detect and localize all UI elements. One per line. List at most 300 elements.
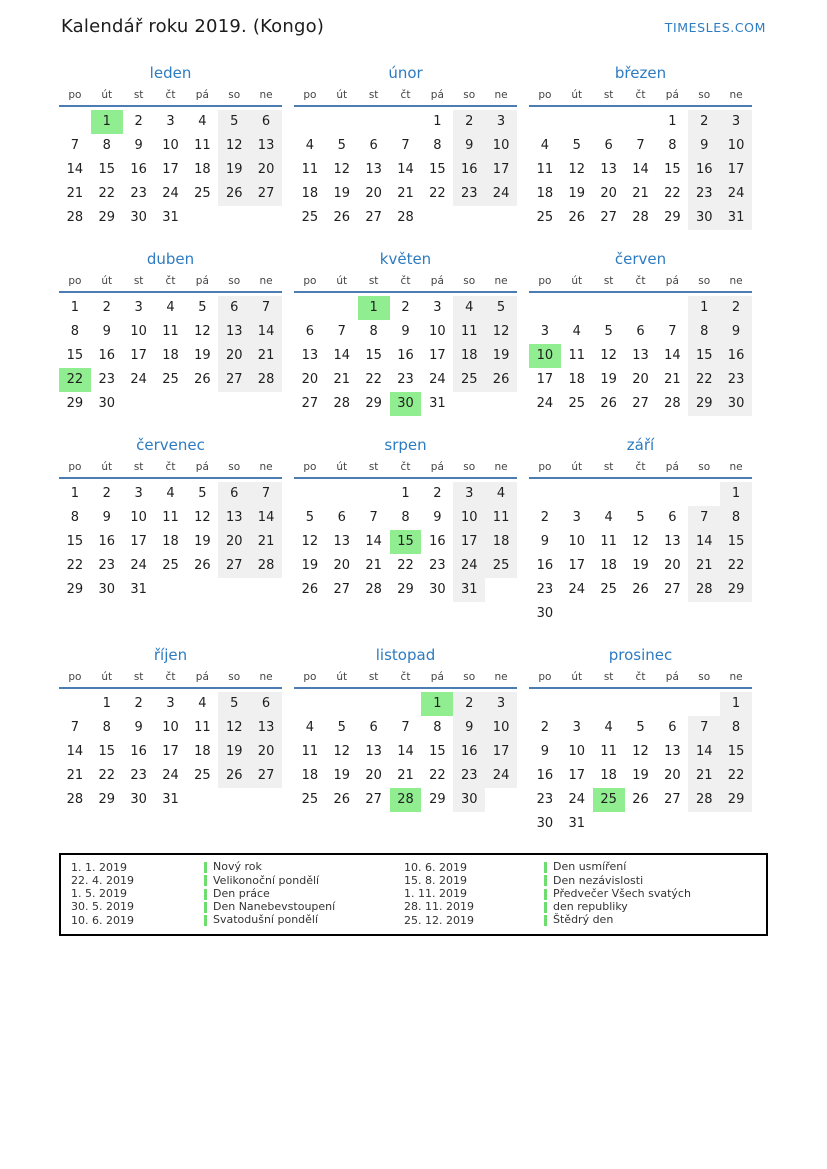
day-cell: 14 <box>688 740 720 764</box>
week-row <box>59 320 282 344</box>
day-cell: 3 <box>720 110 752 134</box>
day-cell: 20 <box>333 558 351 573</box>
day-cell: 12 <box>333 162 351 177</box>
day-cell: 16 <box>536 558 554 573</box>
day-cell: 27 <box>250 182 282 206</box>
weekday-label: st <box>603 89 614 101</box>
day-cell: 30 <box>98 396 116 411</box>
empty-day-cell <box>358 482 390 506</box>
day-cell: 8 <box>369 324 378 339</box>
weekday-label: po <box>303 671 317 683</box>
weekday-label: pá <box>665 89 679 101</box>
day-cell: 27 <box>218 554 250 578</box>
day-cell: 12 <box>194 510 211 525</box>
day-cell: 12 <box>333 744 351 759</box>
legend-holiday-name: den republiky <box>553 900 628 914</box>
day-cell: 8 <box>102 720 111 735</box>
day-cell: 27 <box>333 582 351 597</box>
day-cell: 20 <box>301 372 319 387</box>
empty-day-cell <box>326 296 358 320</box>
day-cell: 20 <box>218 344 250 368</box>
day-cell: 20 <box>218 530 250 554</box>
day-cell: 23 <box>688 182 720 206</box>
weekday-label: so <box>228 275 241 287</box>
day-cell: 25 <box>600 582 617 597</box>
weekday-label: út <box>336 671 348 683</box>
day-cell: 7 <box>250 482 282 506</box>
day-cell: 11 <box>162 324 179 339</box>
day-cell: 18 <box>600 768 617 783</box>
legend-date: 25. 12. 2019 <box>404 913 474 927</box>
weekday-label: pá <box>195 461 209 473</box>
day-cell: 18 <box>568 372 586 387</box>
day-cell: 21 <box>688 764 720 788</box>
day-cell: 21 <box>397 186 414 201</box>
day-cell: 11 <box>162 510 179 525</box>
legend-date: 30. 5. 2019 <box>71 900 134 914</box>
week-row <box>529 158 752 182</box>
empty-day-cell <box>561 482 593 506</box>
day-cell: 19 <box>600 372 617 387</box>
day-cell: 27 <box>632 396 649 411</box>
day-cell: 22 <box>720 554 752 578</box>
day-cell: 5 <box>305 510 315 525</box>
day-cell: 19 <box>194 534 211 549</box>
day-cell: 19 <box>485 344 517 368</box>
day-cell: 30 <box>130 792 147 807</box>
month-weeks <box>294 296 517 416</box>
weekday-label: pá <box>430 275 444 287</box>
day-cell: 26 <box>218 764 250 788</box>
holiday-marker-icon <box>204 902 207 913</box>
holiday-marker-icon <box>204 862 207 873</box>
day-cell: 17 <box>720 158 752 182</box>
day-cell: 7 <box>369 510 378 525</box>
empty-day-cell <box>218 578 250 602</box>
weekday-label: st <box>603 671 614 683</box>
empty-day-cell <box>656 296 688 320</box>
legend-holiday-name: Velikonoční pondělí <box>213 873 320 887</box>
week-row <box>529 788 752 812</box>
day-cell: 19 <box>194 348 211 363</box>
day-cell: 28 <box>664 396 681 411</box>
empty-day-cell <box>688 482 720 506</box>
holiday-marker-icon <box>204 915 207 926</box>
week-row <box>529 764 752 788</box>
empty-day-cell <box>218 788 250 812</box>
day-cell: 30 <box>688 206 720 230</box>
weekday-label: st <box>133 671 144 683</box>
legend-holiday <box>204 861 404 874</box>
legend-holiday <box>544 901 758 914</box>
weekday-label: čt <box>400 671 411 683</box>
month-weeks <box>59 296 282 416</box>
empty-day-cell <box>155 392 187 416</box>
day-cell: 17 <box>485 740 517 764</box>
weekday-label: po <box>538 89 552 101</box>
month-leden <box>59 63 282 230</box>
day-cell: 22 <box>429 186 446 201</box>
day-cell: 1 <box>433 114 442 129</box>
weekday-label: út <box>571 89 583 101</box>
empty-day-cell <box>625 602 657 626</box>
month-title: červen <box>614 250 667 268</box>
weekday-row <box>294 670 517 689</box>
month-červen <box>529 249 752 416</box>
month-duben <box>59 249 282 416</box>
day-cell: 29 <box>688 392 720 416</box>
weekday-label: čt <box>165 275 176 287</box>
day-cell: 3 <box>572 720 581 735</box>
week-row <box>294 182 517 206</box>
day-cell: 11 <box>536 162 554 177</box>
day-cell: 11 <box>301 744 319 759</box>
day-cell: 5 <box>218 110 250 134</box>
day-cell: 14 <box>397 162 414 177</box>
day-cell: 6 <box>250 110 282 134</box>
month-weeks <box>529 296 752 416</box>
day-cell: 9 <box>134 720 143 735</box>
holiday-day-cell: 15 <box>390 530 422 554</box>
day-cell: 13 <box>250 716 282 740</box>
day-cell: 5 <box>337 138 346 153</box>
empty-day-cell <box>250 206 282 230</box>
day-cell: 3 <box>134 486 143 501</box>
week-row <box>59 392 282 416</box>
week-row <box>529 716 752 740</box>
day-cell: 2 <box>453 110 485 134</box>
week-row <box>59 506 282 530</box>
week-row <box>529 692 752 716</box>
day-cell: 28 <box>397 210 414 225</box>
weekday-row <box>294 274 517 293</box>
day-cell: 24 <box>429 372 446 387</box>
empty-day-cell <box>593 482 625 506</box>
day-cell: 8 <box>433 720 442 735</box>
day-cell: 6 <box>369 138 378 153</box>
weekday-label: čt <box>635 275 646 287</box>
day-cell: 12 <box>218 716 250 740</box>
weekday-label: st <box>368 671 379 683</box>
empty-day-cell <box>218 206 250 230</box>
day-cell: 24 <box>485 182 517 206</box>
day-cell: 11 <box>600 534 617 549</box>
weekday-row <box>529 88 752 107</box>
day-cell: 17 <box>162 162 179 177</box>
legend-holiday-name: Předvečer Všech svatých <box>553 886 691 900</box>
week-row <box>529 530 752 554</box>
weekday-label: ne <box>729 461 743 473</box>
empty-day-cell <box>485 392 517 416</box>
day-cell: 6 <box>636 324 645 339</box>
day-cell: 19 <box>301 558 319 573</box>
weekday-label: pá <box>430 461 444 473</box>
day-cell: 16 <box>453 740 485 764</box>
day-cell: 4 <box>166 486 175 501</box>
day-cell: 18 <box>162 348 179 363</box>
day-cell: 22 <box>365 372 382 387</box>
day-cell: 19 <box>218 158 250 182</box>
empty-day-cell <box>186 392 218 416</box>
day-cell: 4 <box>572 324 581 339</box>
weekday-label: ne <box>494 275 508 287</box>
day-cell: 11 <box>600 744 617 759</box>
holiday-marker-icon <box>204 875 207 886</box>
legend-holiday-name: Nový rok <box>213 860 262 874</box>
day-cell: 11 <box>568 348 586 363</box>
day-cell: 18 <box>600 558 617 573</box>
legend-holiday-name: Den usmíření <box>553 860 627 874</box>
day-cell: 16 <box>453 158 485 182</box>
empty-day-cell <box>326 482 358 506</box>
empty-day-cell <box>625 482 657 506</box>
day-cell: 15 <box>429 162 446 177</box>
day-cell: 21 <box>397 768 414 783</box>
day-cell: 7 <box>70 138 80 153</box>
day-cell: 26 <box>600 396 617 411</box>
day-cell: 14 <box>688 530 720 554</box>
day-cell: 10 <box>453 506 485 530</box>
day-cell: 12 <box>218 134 250 158</box>
week-row <box>294 554 517 578</box>
empty-day-cell <box>390 692 422 716</box>
day-cell: 25 <box>194 186 211 201</box>
day-cell: 6 <box>668 510 677 525</box>
week-row <box>59 110 282 134</box>
day-cell: 16 <box>130 162 147 177</box>
month-weeks <box>529 110 752 230</box>
day-cell: 30 <box>536 816 554 831</box>
day-cell: 28 <box>66 210 84 225</box>
weekday-label: so <box>463 275 476 287</box>
day-cell: 13 <box>301 348 319 363</box>
day-cell: 7 <box>70 720 80 735</box>
empty-day-cell <box>250 392 282 416</box>
day-cell: 10 <box>720 134 752 158</box>
weekday-label: po <box>538 671 552 683</box>
weekday-label: út <box>336 89 348 101</box>
weekday-label: út <box>101 89 113 101</box>
week-row <box>59 296 282 320</box>
empty-day-cell <box>294 296 326 320</box>
empty-day-cell <box>529 110 561 134</box>
week-row <box>294 344 517 368</box>
day-cell: 4 <box>166 300 175 315</box>
holiday-day-cell: 28 <box>390 788 422 812</box>
day-cell: 18 <box>301 186 319 201</box>
day-cell: 13 <box>664 744 681 759</box>
day-cell: 29 <box>397 582 414 597</box>
day-cell: 5 <box>218 692 250 716</box>
week-row <box>529 602 752 626</box>
day-cell: 26 <box>632 582 649 597</box>
day-cell: 28 <box>365 582 382 597</box>
legend-box <box>59 853 768 936</box>
month-weeks <box>529 482 752 626</box>
weekday-label: so <box>698 671 711 683</box>
page-header <box>59 16 768 37</box>
month-srpen <box>294 435 517 602</box>
weekday-label: po <box>303 275 317 287</box>
empty-day-cell <box>688 602 720 626</box>
day-cell: 25 <box>162 558 179 573</box>
day-cell: 10 <box>130 324 147 339</box>
day-cell: 24 <box>162 768 179 783</box>
empty-day-cell <box>593 296 625 320</box>
day-cell: 23 <box>453 764 485 788</box>
page-title: Kalendář roku 2019. (Kongo) <box>61 16 325 37</box>
day-cell: 14 <box>365 534 382 549</box>
weekday-label: pá <box>195 671 209 683</box>
empty-day-cell <box>218 392 250 416</box>
weekday-label: po <box>303 89 317 101</box>
day-cell: 31 <box>568 816 586 831</box>
day-cell: 16 <box>98 348 116 363</box>
day-cell: 1 <box>70 300 80 315</box>
day-cell: 21 <box>333 372 351 387</box>
month-prosinec <box>529 645 752 836</box>
week-row <box>294 530 517 554</box>
day-cell: 1 <box>720 692 752 716</box>
week-row <box>294 392 517 416</box>
day-cell: 17 <box>162 744 179 759</box>
day-cell: 31 <box>429 396 446 411</box>
month-weeks <box>529 692 752 836</box>
week-row <box>529 578 752 602</box>
day-cell: 25 <box>301 210 319 225</box>
month-weeks <box>59 482 282 602</box>
day-cell: 26 <box>194 558 211 573</box>
day-cell: 5 <box>636 510 645 525</box>
day-cell: 17 <box>130 534 147 549</box>
weekday-label: st <box>133 461 144 473</box>
day-cell: 28 <box>66 792 84 807</box>
weekday-label: ne <box>259 461 273 473</box>
day-cell: 7 <box>636 138 645 153</box>
day-cell: 19 <box>333 768 351 783</box>
day-cell: 20 <box>250 740 282 764</box>
holiday-day-cell: 30 <box>390 392 422 416</box>
day-cell: 22 <box>397 558 414 573</box>
day-cell: 9 <box>401 324 410 339</box>
day-cell: 2 <box>134 114 143 129</box>
day-cell: 22 <box>664 186 681 201</box>
weekday-label: so <box>228 461 241 473</box>
weekday-row <box>59 460 282 479</box>
day-cell: 10 <box>485 134 517 158</box>
day-cell: 26 <box>333 210 351 225</box>
month-title: srpen <box>384 436 427 454</box>
day-cell: 28 <box>250 554 282 578</box>
weekday-label: st <box>133 275 144 287</box>
week-row <box>294 716 517 740</box>
weekday-label: so <box>698 275 711 287</box>
day-cell: 5 <box>198 486 207 501</box>
empty-day-cell <box>688 812 720 836</box>
day-cell: 25 <box>568 396 586 411</box>
week-row <box>529 506 752 530</box>
legend-holiday <box>544 914 758 927</box>
week-row <box>294 296 517 320</box>
day-cell: 1 <box>102 696 111 711</box>
day-cell: 6 <box>250 692 282 716</box>
day-cell: 4 <box>604 720 613 735</box>
day-cell: 24 <box>568 582 586 597</box>
month-listopad <box>294 645 517 812</box>
day-cell: 4 <box>540 138 550 153</box>
empty-day-cell <box>593 812 625 836</box>
weekday-label: pá <box>430 671 444 683</box>
empty-day-cell <box>529 692 561 716</box>
weekday-label: st <box>133 89 144 101</box>
legend-holiday-name: Den práce <box>213 886 270 900</box>
legend-date: 22. 4. 2019 <box>71 873 134 887</box>
day-cell: 26 <box>194 372 211 387</box>
month-weeks <box>59 110 282 230</box>
week-row <box>529 812 752 836</box>
day-cell: 5 <box>636 720 645 735</box>
legend-holiday-name: Svatodušní pondělí <box>213 913 319 927</box>
day-cell: 15 <box>720 740 752 764</box>
week-row <box>294 788 517 812</box>
day-cell: 15 <box>664 162 681 177</box>
weekday-label: so <box>228 671 241 683</box>
weekday-row <box>294 88 517 107</box>
day-cell: 20 <box>365 768 382 783</box>
day-cell: 31 <box>162 210 179 225</box>
empty-day-cell <box>326 692 358 716</box>
day-cell: 26 <box>218 182 250 206</box>
weekday-row <box>59 274 282 293</box>
day-cell: 4 <box>604 510 613 525</box>
day-cell: 6 <box>604 138 613 153</box>
day-cell: 26 <box>568 210 586 225</box>
day-cell: 14 <box>66 162 84 177</box>
week-row <box>294 206 517 230</box>
legend-holiday <box>544 861 758 874</box>
day-cell: 30 <box>536 606 554 621</box>
week-row <box>59 716 282 740</box>
week-row <box>59 368 282 392</box>
day-cell: 26 <box>485 368 517 392</box>
day-cell: 1 <box>70 486 80 501</box>
weekday-label: út <box>571 671 583 683</box>
week-row <box>59 344 282 368</box>
day-cell: 15 <box>66 348 84 363</box>
day-cell: 21 <box>688 554 720 578</box>
legend-date: 10. 6. 2019 <box>71 913 134 927</box>
day-cell: 11 <box>453 320 485 344</box>
day-cell: 24 <box>453 554 485 578</box>
day-cell: 9 <box>134 138 143 153</box>
weekday-label: út <box>101 461 113 473</box>
empty-day-cell <box>250 788 282 812</box>
empty-day-cell <box>123 392 155 416</box>
brand-link[interactable]: TIMESLES.COM <box>664 20 766 35</box>
day-cell: 30 <box>98 582 116 597</box>
day-cell: 25 <box>453 368 485 392</box>
holiday-day-cell: 22 <box>59 368 91 392</box>
day-cell: 11 <box>194 720 211 735</box>
day-cell: 21 <box>250 344 282 368</box>
weekday-label: pá <box>665 275 679 287</box>
empty-day-cell <box>625 296 657 320</box>
empty-day-cell <box>656 482 688 506</box>
day-cell: 30 <box>130 210 147 225</box>
day-cell: 5 <box>337 720 346 735</box>
day-cell: 6 <box>305 324 315 339</box>
week-row <box>529 182 752 206</box>
